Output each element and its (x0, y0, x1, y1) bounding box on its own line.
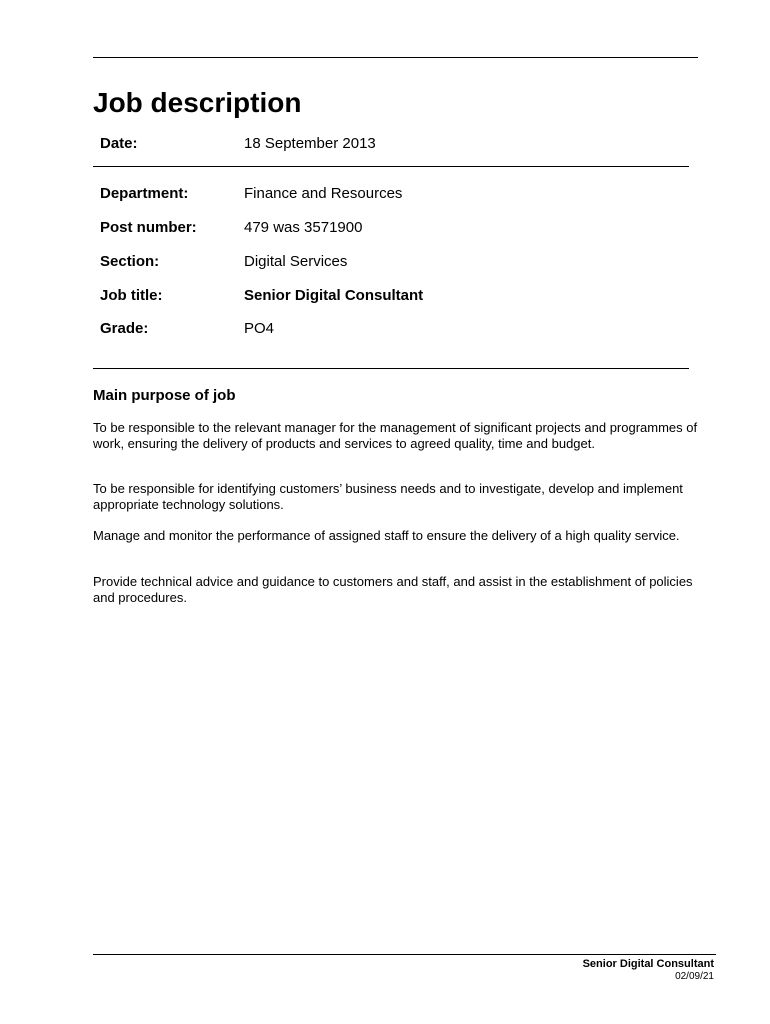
job-title-label: Job title: (100, 287, 163, 304)
page-title: Job description (93, 87, 302, 118)
purpose-paragraph: To be responsible to the relevant manager for the management of significant projects and programmes of work, ensuring the delivery of products and services to agreed quality, time and budget. (93, 420, 698, 451)
date-divider (93, 166, 689, 167)
main-purpose-heading: Main purpose of job (93, 387, 236, 404)
purpose-paragraph: To be responsible for identifying customers’ business needs and to investigate, develop and implement appropriate technology solutions. (93, 481, 683, 512)
grade-value: PO4 (244, 320, 275, 337)
section-label: Section: (100, 253, 160, 270)
top-divider (93, 57, 698, 58)
footer-date: 02/09/21 (675, 971, 714, 982)
purpose-paragraph: Manage and monitor the performance of assigned staff to ensure the delivery of a high quality service. (93, 528, 680, 543)
footer-job-title: Senior Digital Consultant (582, 958, 714, 970)
department-label: Department: (100, 185, 189, 202)
post-number-label: Post number: (100, 219, 197, 236)
section-value: Digital Services (244, 253, 348, 270)
fields-divider (93, 368, 689, 369)
date-value: 18 September 2013 (244, 135, 376, 152)
purpose-paragraph: Provide technical advice and guidance to customers and staff, and assist in the establishment of policies and procedures. (93, 574, 693, 605)
grade-label: Grade: (100, 320, 149, 337)
job-title-value: Senior Digital Consultant (244, 287, 424, 304)
date-label: Date: (100, 135, 138, 152)
post-number-value: 479 was 3571900 (244, 219, 363, 236)
footer-divider (93, 954, 716, 955)
department-value: Finance and Resources (244, 185, 403, 202)
